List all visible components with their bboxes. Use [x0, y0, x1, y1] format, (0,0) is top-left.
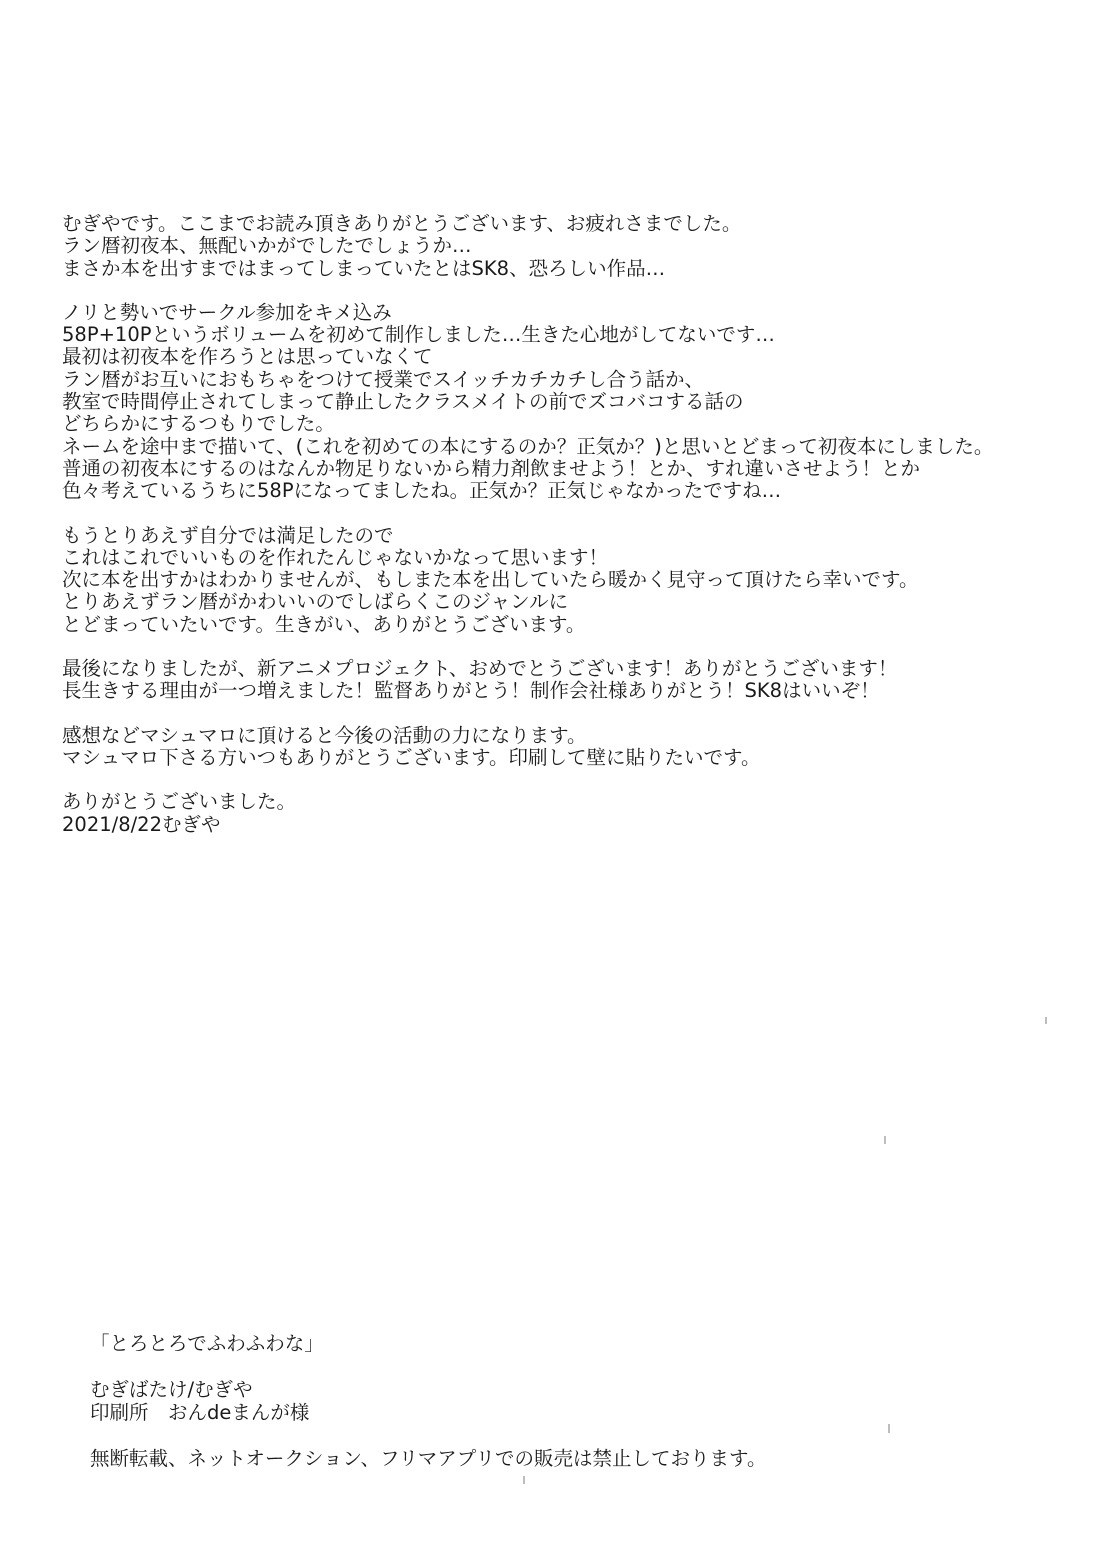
text-line: これはこれでいいものを作れたんじゃないかなって思います！: [62, 545, 609, 569]
text-line: ノリと勢いでサークル参加をキメ込み: [62, 300, 392, 324]
text-line: もうとりあえず自分では満足したので: [62, 523, 394, 547]
text-line: とどまっていたいです。生きがい、ありがとうございます。: [62, 612, 586, 636]
text-line: 教室で時間停止されてしまって静止したクラスメイトの前でズコバコする話の: [62, 390, 744, 414]
text-line: 感想などマシュマロに頂けると今後の活動の力になります。: [62, 723, 587, 747]
text-line: どちらかにするつもりでした。: [62, 412, 335, 436]
text-line: とりあえずラン暦がかわいいのでしばらくこのジャンルに: [62, 590, 569, 614]
text-line: ネームを途中まで描いて、(これを初めての本にするのか？正気か？)と思いとどまって初夜本にしました。: [62, 434, 994, 458]
scan-speck: [888, 1424, 890, 1433]
text-line: 色々考えているうちに58Pになってましたね。正気か？正気じゃなかったですね…: [62, 479, 782, 503]
afterword-paragraph-satisfaction: [62, 525, 1072, 636]
text-line: まさか本を出すまではまってしまっていたとはSK8、恐ろしい作品…: [62, 256, 666, 280]
text-line: むぎやです。ここまでお読み頂きありがとうございます、お疲れさまでした。: [62, 212, 742, 235]
book-title: 「とろとろでふわふわな」: [90, 1332, 324, 1355]
afterword-paragraph-production: [62, 302, 1072, 503]
credits: [90, 1378, 990, 1424]
text-line: 最初は初夜本を作ろうとは思っていなくて: [62, 345, 433, 369]
afterword: [62, 213, 1072, 858]
text-line: ありがとうございました。: [62, 790, 297, 814]
scan-speck: [523, 1476, 525, 1484]
printer: 印刷所 おんdeまんが様: [90, 1401, 310, 1424]
text-line: 次に本を出すかはわかりませんが、もしまた本を出していたら暖かく見守って頂けたら幸いです。: [62, 568, 919, 592]
text-line: 最後になりましたが、新アニメプロジェクト、おめでとうございます！ありがとうございます！: [62, 657, 898, 681]
text-line: 58P+10Pというボリュームを初めて制作しました…生きた心地がしてないです…: [62, 323, 775, 347]
scan-speck: [1045, 1017, 1047, 1024]
signature-date: 2021/8/22むぎや: [62, 812, 221, 836]
afterword-paragraph-feedback: [62, 725, 1072, 770]
text-line: 普通の初夜本にするのはなんか物足りないから精力剤飲ませよう！とか、すれ違いさせよう！とか: [62, 456, 921, 480]
text-line: ラン暦がお互いにおもちゃをつけて授業でスイッチカチカチし合う話か、: [62, 367, 704, 391]
text-line: マシュマロ下さる方いつもありがとうございます。印刷して壁に貼りたいです。: [62, 745, 761, 769]
text-line: ラン暦初夜本、無配いかがでしたでしょうか…: [62, 234, 472, 258]
circle-author: むぎばたけ/むぎや: [90, 1378, 253, 1401]
colophon: [90, 1332, 990, 1470]
afterword-paragraph-anime-news: [62, 658, 1072, 703]
copyright-notice: 無断転載、ネットオークション、フリマアプリでの販売は禁止しております。: [90, 1447, 767, 1470]
text-line: 長生きする理由が一つ増えました！監督ありがとう！制作会社様ありがとう！SK8はいいぞ！: [62, 679, 880, 703]
scan-speck: [884, 1136, 886, 1144]
afterword-paragraph-greeting: [62, 213, 1072, 280]
afterword-paragraph-signoff: [62, 791, 1072, 836]
